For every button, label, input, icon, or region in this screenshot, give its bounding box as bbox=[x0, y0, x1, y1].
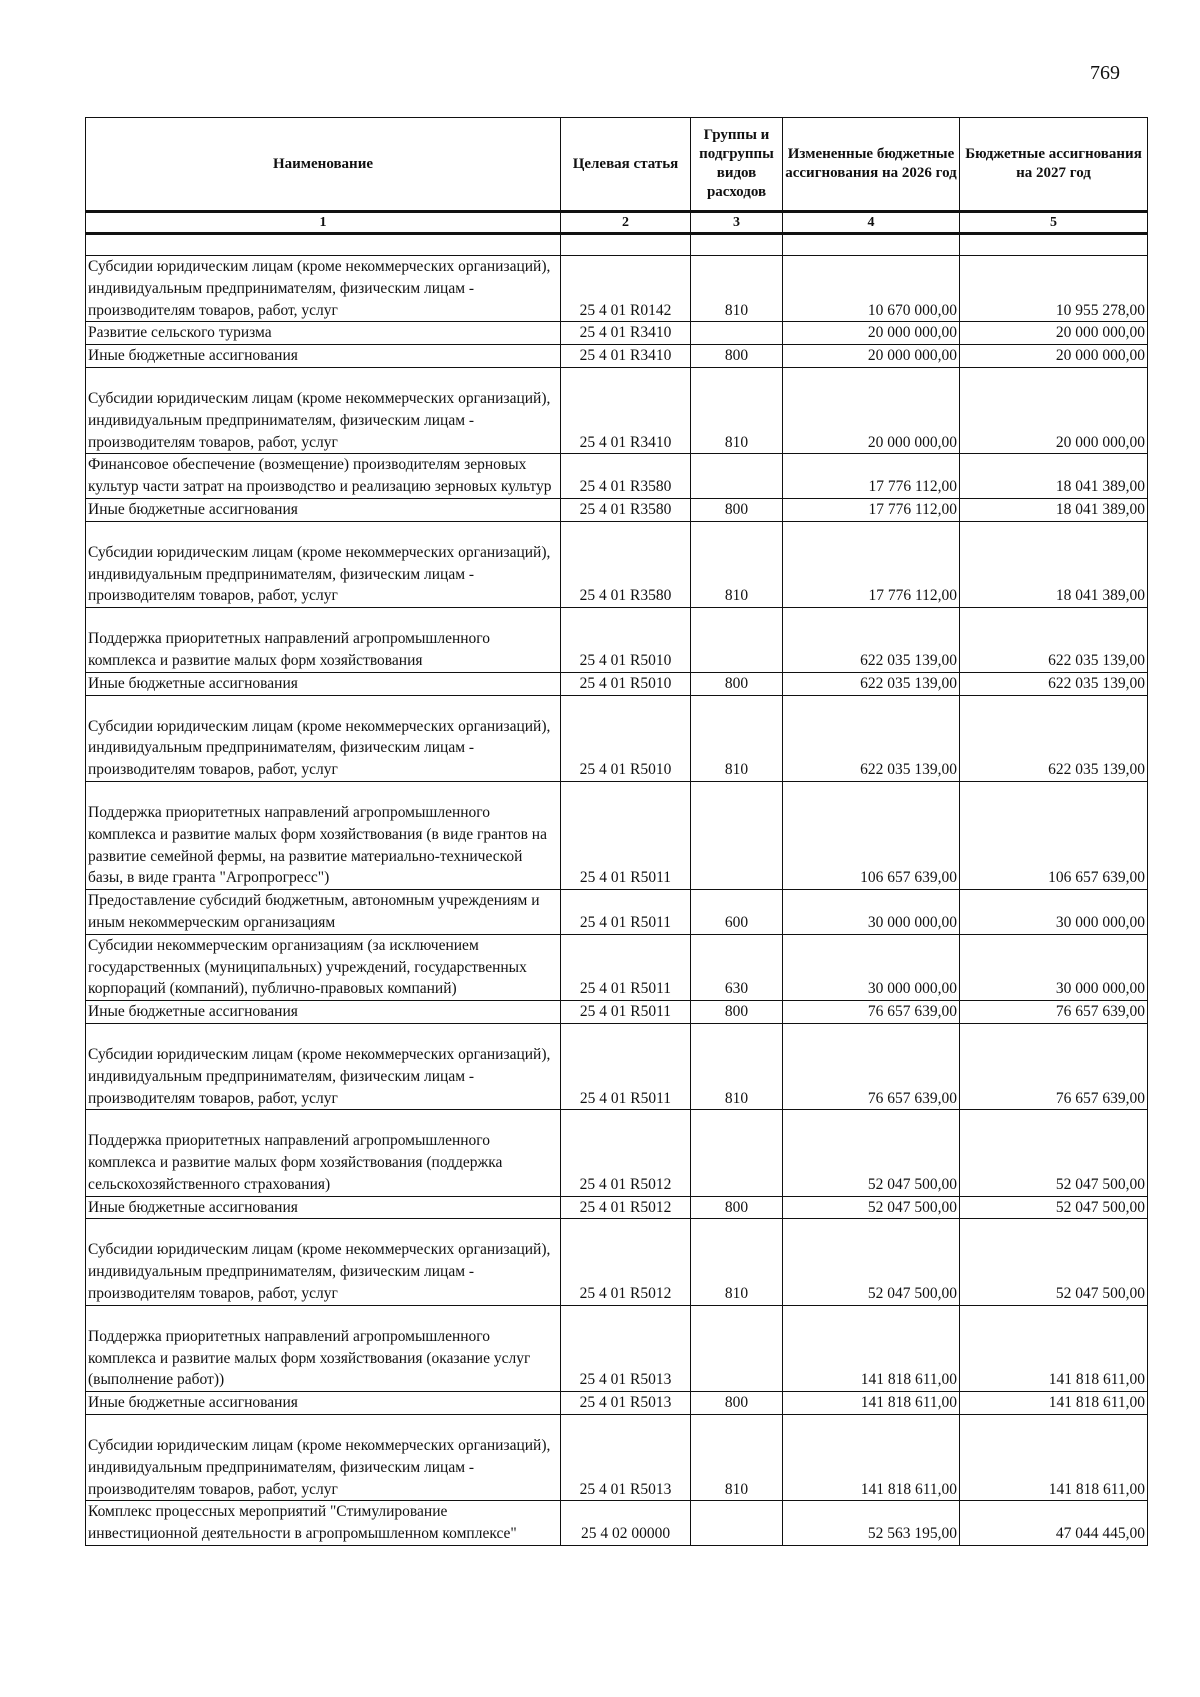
row-name: Поддержка приоритетных направлений агропромышленного комплекса и развитие малых форм хозяйствования (поддержка сельскохозяйственного страхования) bbox=[86, 1110, 561, 1196]
row-amount-2027: 76 657 639,00 bbox=[960, 1023, 1148, 1109]
table-row bbox=[86, 934, 1148, 1000]
col-number: 4 bbox=[783, 212, 960, 234]
row-code: 25 4 01 R0142 bbox=[561, 256, 691, 322]
row-group: 810 bbox=[691, 1415, 783, 1501]
row-amount-2026: 20 000 000,00 bbox=[783, 322, 960, 345]
row-name: Поддержка приоритетных направлений агропромышленного комплекса и развитие малых форм хозяйствования (оказание услуг (выполнение работ)) bbox=[86, 1305, 561, 1391]
header-amount-2027: Бюджетные ассигнования на 2027 год bbox=[960, 118, 1148, 212]
row-code: 25 4 01 R3410 bbox=[561, 322, 691, 345]
row-name: Субсидии юридическим лицам (кроме некоммерческих организаций), индивидуальным предпринимателям, физическим лицам - производителям товаров, работ, услуг bbox=[86, 521, 561, 607]
row-group: 800 bbox=[691, 1392, 783, 1415]
table-row bbox=[86, 521, 1148, 607]
table-row bbox=[86, 345, 1148, 368]
row-amount-2026: 20 000 000,00 bbox=[783, 345, 960, 368]
row-group: 800 bbox=[691, 498, 783, 521]
header-code: Целевая статья bbox=[561, 118, 691, 212]
row-name: Иные бюджетные ассигнования bbox=[86, 1196, 561, 1219]
row-code: 25 4 01 R3580 bbox=[561, 498, 691, 521]
col-number: 1 bbox=[86, 212, 561, 234]
table-row bbox=[86, 1415, 1148, 1501]
row-group: 600 bbox=[691, 890, 783, 935]
row-code: 25 4 01 R5011 bbox=[561, 1023, 691, 1109]
table-row bbox=[86, 1501, 1148, 1546]
table-row bbox=[86, 1110, 1148, 1196]
row-group bbox=[691, 322, 783, 345]
row-amount-2026: 106 657 639,00 bbox=[783, 781, 960, 889]
table-row bbox=[86, 1392, 1148, 1415]
table-row bbox=[86, 1196, 1148, 1219]
row-amount-2026: 622 035 139,00 bbox=[783, 695, 960, 781]
row-group: 630 bbox=[691, 934, 783, 1000]
row-amount-2026: 20 000 000,00 bbox=[783, 367, 960, 453]
row-code: 25 4 01 R5012 bbox=[561, 1196, 691, 1219]
row-code: 25 4 01 R5010 bbox=[561, 608, 691, 673]
row-group: 810 bbox=[691, 367, 783, 453]
row-group: 810 bbox=[691, 521, 783, 607]
row-name: Субсидии некоммерческим организациям (за исключением государственных (муниципальных) учреждений, государственных корпораций (компаний), публично-правовых компаний) bbox=[86, 934, 561, 1000]
row-amount-2027: 18 041 389,00 bbox=[960, 521, 1148, 607]
row-name: Субсидии юридическим лицам (кроме некоммерческих организаций), индивидуальным предпринимателям, физическим лицам - производителям товаров, работ, услуг bbox=[86, 695, 561, 781]
row-code: 25 4 01 R5013 bbox=[561, 1415, 691, 1501]
row-amount-2026: 622 035 139,00 bbox=[783, 672, 960, 695]
table-row bbox=[86, 781, 1148, 889]
row-amount-2027: 141 818 611,00 bbox=[960, 1305, 1148, 1391]
row-group bbox=[691, 1305, 783, 1391]
row-name: Иные бюджетные ассигнования bbox=[86, 1001, 561, 1024]
row-amount-2027: 76 657 639,00 bbox=[960, 1001, 1148, 1024]
row-code: 25 4 01 R5011 bbox=[561, 890, 691, 935]
table-row bbox=[86, 608, 1148, 673]
row-amount-2027: 52 047 500,00 bbox=[960, 1196, 1148, 1219]
row-amount-2027: 18 041 389,00 bbox=[960, 454, 1148, 499]
row-code: 25 4 01 R3580 bbox=[561, 454, 691, 499]
row-name: Субсидии юридическим лицам (кроме некоммерческих организаций), индивидуальным предпринимателям, физическим лицам - производителям товаров, работ, услуг bbox=[86, 1023, 561, 1109]
spacer-row bbox=[86, 234, 1148, 256]
row-amount-2027: 20 000 000,00 bbox=[960, 345, 1148, 368]
row-amount-2026: 141 818 611,00 bbox=[783, 1415, 960, 1501]
row-code: 25 4 01 R3580 bbox=[561, 521, 691, 607]
row-amount-2026: 52 047 500,00 bbox=[783, 1110, 960, 1196]
table-row bbox=[86, 695, 1148, 781]
row-code: 25 4 01 R3410 bbox=[561, 367, 691, 453]
row-code: 25 4 01 R5011 bbox=[561, 934, 691, 1000]
table-row bbox=[86, 1219, 1148, 1305]
row-code: 25 4 01 R5011 bbox=[561, 781, 691, 889]
table-row bbox=[86, 322, 1148, 345]
row-name: Поддержка приоритетных направлений агропромышленного комплекса и развитие малых форм хозяйствования (в виде грантов на развитие семейной фермы, на развитие материально-технической базы, в виде гранта "Агропрогресс") bbox=[86, 781, 561, 889]
table-row bbox=[86, 1305, 1148, 1391]
col-number: 3 bbox=[691, 212, 783, 234]
row-name: Комплекс процессных мероприятий "Стимулирование инвестиционной деятельности в агропромышленном комплексе" bbox=[86, 1501, 561, 1546]
row-amount-2026: 52 047 500,00 bbox=[783, 1219, 960, 1305]
row-amount-2027: 30 000 000,00 bbox=[960, 934, 1148, 1000]
row-amount-2026: 76 657 639,00 bbox=[783, 1023, 960, 1109]
table-row bbox=[86, 367, 1148, 453]
table-row bbox=[86, 498, 1148, 521]
page-number: 769 bbox=[1090, 62, 1120, 84]
row-amount-2027: 10 955 278,00 bbox=[960, 256, 1148, 322]
row-code: 25 4 02 00000 bbox=[561, 1501, 691, 1546]
row-amount-2026: 76 657 639,00 bbox=[783, 1001, 960, 1024]
row-name: Иные бюджетные ассигнования bbox=[86, 345, 561, 368]
row-code: 25 4 01 R5013 bbox=[561, 1392, 691, 1415]
row-amount-2027: 106 657 639,00 bbox=[960, 781, 1148, 889]
row-group: 810 bbox=[691, 1023, 783, 1109]
row-name: Субсидии юридическим лицам (кроме некоммерческих организаций), индивидуальным предпринимателям, физическим лицам - производителям товаров, работ, услуг bbox=[86, 367, 561, 453]
table-row bbox=[86, 890, 1148, 935]
row-amount-2026: 52 563 195,00 bbox=[783, 1501, 960, 1546]
header-amount-2026: Измененные бюджетные ассигнования на 2026 год bbox=[783, 118, 960, 212]
row-amount-2027: 622 035 139,00 bbox=[960, 672, 1148, 695]
row-amount-2027: 20 000 000,00 bbox=[960, 367, 1148, 453]
row-name: Субсидии юридическим лицам (кроме некоммерческих организаций), индивидуальным предпринимателям, физическим лицам - производителям товаров, работ, услуг bbox=[86, 1415, 561, 1501]
row-amount-2027: 622 035 139,00 bbox=[960, 695, 1148, 781]
row-amount-2027: 141 818 611,00 bbox=[960, 1392, 1148, 1415]
row-name: Иные бюджетные ассигнования bbox=[86, 672, 561, 695]
row-group: 810 bbox=[691, 256, 783, 322]
row-amount-2027: 20 000 000,00 bbox=[960, 322, 1148, 345]
table-row bbox=[86, 1001, 1148, 1024]
row-name: Предоставление субсидий бюджетным, автономным учреждениям и иным некоммерческим организациям bbox=[86, 890, 561, 935]
row-group bbox=[691, 1110, 783, 1196]
row-amount-2026: 30 000 000,00 bbox=[783, 934, 960, 1000]
row-amount-2027: 52 047 500,00 bbox=[960, 1110, 1148, 1196]
row-group bbox=[691, 1501, 783, 1546]
row-amount-2026: 141 818 611,00 bbox=[783, 1305, 960, 1391]
row-name: Субсидии юридическим лицам (кроме некоммерческих организаций), индивидуальным предпринимателям, физическим лицам - производителям товаров, работ, услуг bbox=[86, 256, 561, 322]
row-name: Развитие сельского туризма bbox=[86, 322, 561, 345]
row-group: 810 bbox=[691, 695, 783, 781]
row-code: 25 4 01 R3410 bbox=[561, 345, 691, 368]
table-row bbox=[86, 256, 1148, 322]
row-amount-2027: 30 000 000,00 bbox=[960, 890, 1148, 935]
row-group bbox=[691, 454, 783, 499]
row-group: 800 bbox=[691, 1196, 783, 1219]
row-name: Поддержка приоритетных направлений агропромышленного комплекса и развитие малых форм хозяйствования bbox=[86, 608, 561, 673]
table-row bbox=[86, 672, 1148, 695]
table-row bbox=[86, 1023, 1148, 1109]
row-group: 800 bbox=[691, 345, 783, 368]
header-name: Наименование bbox=[86, 118, 561, 212]
row-code: 25 4 01 R5013 bbox=[561, 1305, 691, 1391]
row-name: Финансовое обеспечение (возмещение) производителям зерновых культур части затрат на производство и реализацию зерновых культур bbox=[86, 454, 561, 499]
row-amount-2026: 30 000 000,00 bbox=[783, 890, 960, 935]
header-group: Группы и подгруппы видов расходов bbox=[691, 118, 783, 212]
row-group bbox=[691, 781, 783, 889]
row-amount-2026: 52 047 500,00 bbox=[783, 1196, 960, 1219]
row-amount-2026: 17 776 112,00 bbox=[783, 521, 960, 607]
row-group bbox=[691, 608, 783, 673]
table-row bbox=[86, 454, 1148, 499]
row-code: 25 4 01 R5012 bbox=[561, 1110, 691, 1196]
col-number: 5 bbox=[960, 212, 1148, 234]
row-amount-2026: 141 818 611,00 bbox=[783, 1392, 960, 1415]
row-amount-2026: 622 035 139,00 bbox=[783, 608, 960, 673]
row-code: 25 4 01 R5010 bbox=[561, 695, 691, 781]
row-amount-2027: 18 041 389,00 bbox=[960, 498, 1148, 521]
row-group: 800 bbox=[691, 1001, 783, 1024]
row-amount-2026: 17 776 112,00 bbox=[783, 498, 960, 521]
budget-table bbox=[85, 117, 1148, 1546]
row-code: 25 4 01 R5012 bbox=[561, 1219, 691, 1305]
row-amount-2026: 17 776 112,00 bbox=[783, 454, 960, 499]
row-amount-2027: 141 818 611,00 bbox=[960, 1415, 1148, 1501]
row-group: 800 bbox=[691, 672, 783, 695]
row-amount-2027: 622 035 139,00 bbox=[960, 608, 1148, 673]
col-number: 2 bbox=[561, 212, 691, 234]
row-amount-2026: 10 670 000,00 bbox=[783, 256, 960, 322]
row-amount-2027: 52 047 500,00 bbox=[960, 1219, 1148, 1305]
row-group: 810 bbox=[691, 1219, 783, 1305]
row-name: Иные бюджетные ассигнования bbox=[86, 498, 561, 521]
row-name: Субсидии юридическим лицам (кроме некоммерческих организаций), индивидуальным предпринимателям, физическим лицам - производителям товаров, работ, услуг bbox=[86, 1219, 561, 1305]
row-code: 25 4 01 R5010 bbox=[561, 672, 691, 695]
row-name: Иные бюджетные ассигнования bbox=[86, 1392, 561, 1415]
row-code: 25 4 01 R5011 bbox=[561, 1001, 691, 1024]
row-amount-2027: 47 044 445,00 bbox=[960, 1501, 1148, 1546]
